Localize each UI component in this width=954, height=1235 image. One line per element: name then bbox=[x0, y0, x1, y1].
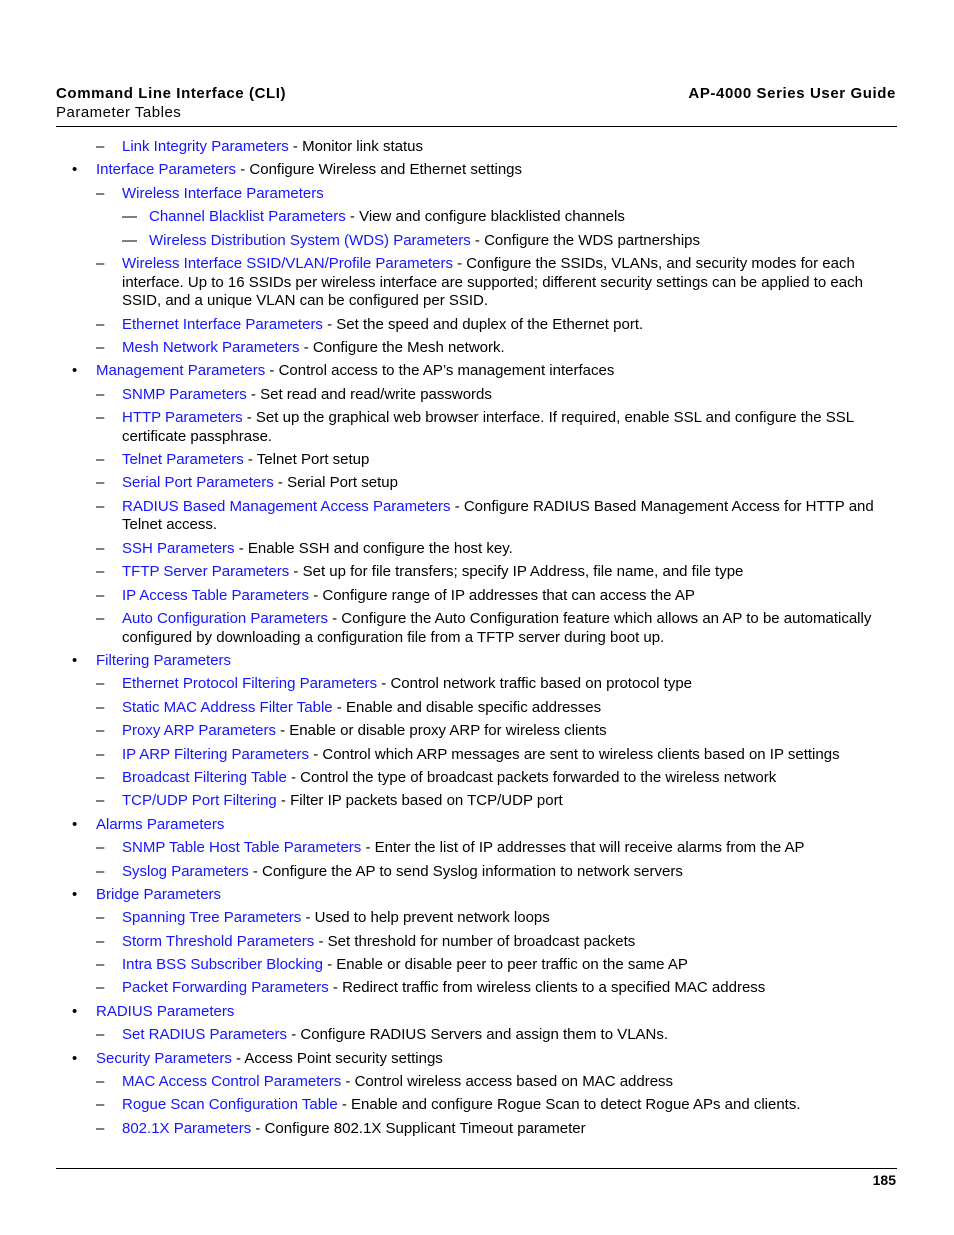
list-item bbox=[56, 316, 901, 335]
parameter-link[interactable]: Security Parameters bbox=[96, 1049, 232, 1067]
list-item bbox=[56, 185, 901, 204]
list-item bbox=[56, 610, 901, 647]
parameter-description: - Configure 802.1X Supplicant Timeout parameter bbox=[251, 1119, 586, 1137]
dash-marker: — bbox=[122, 231, 137, 249]
parameter-link[interactable]: Alarms Parameters bbox=[96, 815, 225, 833]
page-number: 185 bbox=[872, 1172, 896, 1188]
parameter-link[interactable]: SNMP Parameters bbox=[122, 385, 247, 403]
list-item bbox=[56, 956, 901, 975]
parameter-description: - Configure the SSIDs, VLANs, and security modes for each interface. Up to 16 SSIDs per wireless interface are supported; different security settings can be applied to each SSID, and a unique VLAN can be configured per SSID. bbox=[122, 254, 863, 310]
dash-marker: – bbox=[96, 1119, 105, 1137]
dash-marker: – bbox=[96, 792, 105, 810]
header-rule bbox=[56, 126, 897, 127]
dash-marker: – bbox=[96, 1073, 105, 1091]
dash-marker: – bbox=[96, 474, 105, 492]
parameter-description: - Access Point security settings bbox=[231, 1049, 443, 1067]
list-item bbox=[56, 474, 901, 493]
parameter-description: - Configure the Auto Configuration feature which allows an AP to be automatically configured by downloading a configuration file from a TFTP server during boot up. bbox=[122, 610, 872, 646]
parameter-description: - Configure range of IP addresses that can access the AP bbox=[309, 586, 695, 604]
bullet-marker: • bbox=[72, 1002, 78, 1020]
dash-marker: – bbox=[96, 909, 105, 927]
parameter-description: - Redirect traffic from wireless clients to a specified MAC address bbox=[328, 979, 766, 997]
parameter-description: - Enable or disable proxy ARP for wireless clients bbox=[275, 722, 607, 740]
parameter-link[interactable]: Proxy ARP Parameters bbox=[122, 722, 276, 740]
parameter-description: - Configure the WDS partnerships bbox=[470, 231, 700, 249]
parameter-description: - Control the type of broadcast packets forwarded to the wireless network bbox=[286, 768, 777, 786]
parameter-link[interactable]: TFTP Server Parameters bbox=[122, 563, 290, 581]
parameter-description: - Set threshold for number of broadcast packets bbox=[314, 932, 636, 950]
parameter-link[interactable]: 802.1X Parameters bbox=[122, 1119, 252, 1137]
list-item bbox=[56, 587, 901, 606]
parameter-description: - Telnet Port setup bbox=[243, 451, 370, 469]
parameter-link[interactable]: Wireless Interface SSID/VLAN/Profile Parameters bbox=[122, 254, 453, 272]
parameter-link[interactable]: Storm Threshold Parameters bbox=[122, 932, 315, 950]
dash-marker: – bbox=[96, 698, 105, 716]
bullet-marker: • bbox=[72, 362, 78, 380]
dash-marker: – bbox=[96, 563, 105, 581]
parameter-link[interactable]: RADIUS Parameters bbox=[96, 1002, 235, 1020]
dash-marker: – bbox=[96, 338, 105, 356]
list-item bbox=[56, 933, 901, 952]
parameter-link[interactable]: Set RADIUS Parameters bbox=[122, 1026, 288, 1044]
dash-marker: – bbox=[96, 745, 105, 763]
parameter-description: - Used to help prevent network loops bbox=[301, 909, 550, 927]
parameter-description: - Set up for file transfers; specify IP Address, file name, and file type bbox=[289, 563, 744, 581]
parameter-link[interactable]: Filtering Parameters bbox=[96, 652, 232, 669]
bullet-marker: • bbox=[72, 815, 78, 833]
parameter-description: - Filter IP packets based on TCP/UDP port bbox=[276, 792, 563, 810]
parameter-link[interactable]: Static MAC Address Filter Table bbox=[122, 698, 333, 716]
dash-marker: – bbox=[96, 768, 105, 786]
list-item bbox=[56, 498, 901, 535]
parameter-link[interactable]: TCP/UDP Port Filtering bbox=[122, 792, 277, 810]
list-item bbox=[56, 675, 901, 694]
parameter-link[interactable]: Wireless Distribution System (WDS) Parameters bbox=[149, 231, 471, 249]
list-item bbox=[56, 1050, 901, 1069]
dash-marker: – bbox=[96, 586, 105, 604]
list-item bbox=[56, 863, 901, 882]
parameter-description: - Enable and disable specific addresses bbox=[332, 698, 602, 716]
parameter-description: - Control network traffic based on protocol type bbox=[377, 675, 693, 693]
list-item bbox=[56, 339, 901, 358]
parameter-description: - Configure the Mesh network. bbox=[299, 338, 505, 356]
parameter-description: - Set up the graphical web browser interface. If required, enable SSL and configure the SSL certificate passphrase. bbox=[122, 409, 854, 445]
list-item bbox=[56, 792, 901, 811]
subsection-title: Parameter Tables bbox=[56, 104, 182, 121]
parameter-link[interactable]: Auto Configuration Parameters bbox=[122, 610, 328, 628]
list-item bbox=[56, 362, 901, 381]
parameter-description: - Configure RADIUS Servers and assign them to VLANs. bbox=[287, 1026, 669, 1044]
dash-marker: – bbox=[96, 1096, 105, 1114]
parameter-link[interactable]: RADIUS Based Management Access Parameters bbox=[122, 497, 451, 515]
parameter-link[interactable]: Interface Parameters bbox=[96, 161, 237, 179]
dash-marker: – bbox=[96, 254, 105, 272]
parameter-link[interactable]: SSH Parameters bbox=[122, 539, 235, 557]
parameter-description: - Enable SSH and configure the host key. bbox=[234, 539, 513, 557]
list-item bbox=[56, 1073, 901, 1092]
dash-marker: – bbox=[96, 1026, 105, 1044]
list-item bbox=[56, 540, 901, 559]
parameter-description: - Enable and configure Rogue Scan to detect Rogue APs and clients. bbox=[337, 1096, 801, 1114]
list-item bbox=[56, 652, 901, 671]
bullet-marker: • bbox=[72, 1049, 78, 1067]
parameter-list bbox=[56, 138, 901, 1143]
list-item bbox=[56, 979, 901, 998]
list-item bbox=[56, 722, 901, 741]
parameter-link[interactable]: Wireless Interface Parameters bbox=[122, 184, 324, 202]
list-item bbox=[56, 769, 901, 788]
list-item bbox=[56, 451, 901, 470]
section-title: Command Line Interface (CLI) bbox=[56, 85, 287, 102]
dash-marker: – bbox=[96, 610, 105, 628]
parameter-link[interactable]: HTTP Parameters bbox=[122, 409, 243, 427]
list-item bbox=[56, 699, 901, 718]
bullet-marker: • bbox=[72, 652, 78, 669]
list-item bbox=[56, 409, 901, 446]
dash-marker: – bbox=[96, 497, 105, 515]
dash-marker: – bbox=[96, 979, 105, 997]
bullet-marker: • bbox=[72, 885, 78, 903]
parameter-description: - Control which ARP messages are sent to wireless clients based on IP settings bbox=[309, 745, 840, 763]
parameter-link[interactable]: Spanning Tree Parameters bbox=[122, 909, 302, 927]
parameter-link[interactable]: Management Parameters bbox=[96, 362, 266, 380]
list-item bbox=[56, 746, 901, 765]
parameter-link[interactable]: Bridge Parameters bbox=[96, 885, 222, 903]
parameter-description: - Set read and read/write passwords bbox=[246, 385, 492, 403]
parameter-link[interactable]: Packet Forwarding Parameters bbox=[122, 979, 329, 997]
dash-marker: – bbox=[96, 839, 105, 857]
list-item bbox=[56, 1026, 901, 1045]
parameter-link[interactable]: Ethernet Protocol Filtering Parameters bbox=[122, 675, 378, 693]
dash-marker: – bbox=[96, 138, 105, 155]
list-item bbox=[56, 886, 901, 905]
list-item bbox=[56, 839, 901, 858]
parameter-link[interactable]: Serial Port Parameters bbox=[122, 474, 274, 492]
dash-marker: – bbox=[96, 385, 105, 403]
dash-marker: – bbox=[96, 722, 105, 740]
parameter-link[interactable]: IP Access Table Parameters bbox=[122, 586, 310, 604]
list-item bbox=[56, 232, 901, 251]
list-item bbox=[56, 386, 901, 405]
list-item bbox=[56, 208, 901, 227]
parameter-description: - Serial Port setup bbox=[273, 474, 398, 492]
dash-marker: — bbox=[122, 208, 137, 226]
list-item bbox=[56, 255, 901, 311]
parameter-description: - Set the speed and duplex of the Ethernet port. bbox=[322, 315, 644, 333]
guide-title: AP-4000 Series User Guide bbox=[688, 85, 896, 102]
list-item bbox=[56, 909, 901, 928]
parameter-description: - View and configure blacklisted channels bbox=[345, 208, 625, 226]
parameter-link[interactable]: Link Integrity Parameters bbox=[122, 138, 289, 155]
parameter-description: - Configure Wireless and Ethernet settings bbox=[236, 161, 523, 179]
list-item bbox=[56, 161, 901, 180]
dash-marker: – bbox=[96, 315, 105, 333]
parameter-description: - Enable or disable peer to peer traffic on the same AP bbox=[322, 956, 688, 974]
parameter-link[interactable]: IP ARP Filtering Parameters bbox=[122, 745, 310, 763]
parameter-description: - Control wireless access based on MAC address bbox=[341, 1073, 674, 1091]
parameter-link[interactable]: Broadcast Filtering Table bbox=[122, 768, 287, 786]
parameter-link[interactable]: Channel Blacklist Parameters bbox=[149, 208, 346, 226]
parameter-description: - Enter the list of IP addresses that will receive alarms from the AP bbox=[361, 839, 805, 857]
parameter-link[interactable]: Ethernet Interface Parameters bbox=[122, 315, 323, 333]
dash-marker: – bbox=[96, 956, 105, 974]
list-item bbox=[56, 138, 901, 157]
parameter-link[interactable]: Telnet Parameters bbox=[122, 451, 244, 469]
parameter-link[interactable]: Syslog Parameters bbox=[122, 862, 249, 880]
parameter-link[interactable]: Rogue Scan Configuration Table bbox=[122, 1096, 338, 1114]
dash-marker: – bbox=[96, 409, 105, 427]
parameter-description: - Control access to the AP’s management interfaces bbox=[265, 362, 615, 380]
dash-marker: – bbox=[96, 184, 105, 202]
parameter-description: - Monitor link status bbox=[288, 138, 423, 155]
footer-rule bbox=[56, 1168, 897, 1169]
parameter-link[interactable]: Mesh Network Parameters bbox=[122, 338, 300, 356]
list-item bbox=[56, 1096, 901, 1115]
parameter-link[interactable]: Intra BSS Subscriber Blocking bbox=[122, 956, 323, 974]
dash-marker: – bbox=[96, 451, 105, 469]
list-item bbox=[56, 1003, 901, 1022]
parameter-description: - Configure RADIUS Based Management Access for HTTP and Telnet access. bbox=[122, 497, 874, 534]
list-item bbox=[56, 1120, 901, 1139]
dash-marker: – bbox=[96, 932, 105, 950]
parameter-link[interactable]: SNMP Table Host Table Parameters bbox=[122, 839, 362, 857]
bullet-marker: • bbox=[72, 161, 78, 179]
parameter-description: - Configure the AP to send Syslog information to network servers bbox=[248, 862, 683, 880]
list-item bbox=[56, 563, 901, 582]
dash-marker: – bbox=[96, 539, 105, 557]
list-item bbox=[56, 816, 901, 835]
parameter-link[interactable]: MAC Access Control Parameters bbox=[122, 1073, 342, 1091]
dash-marker: – bbox=[96, 675, 105, 693]
dash-marker: – bbox=[96, 862, 105, 880]
